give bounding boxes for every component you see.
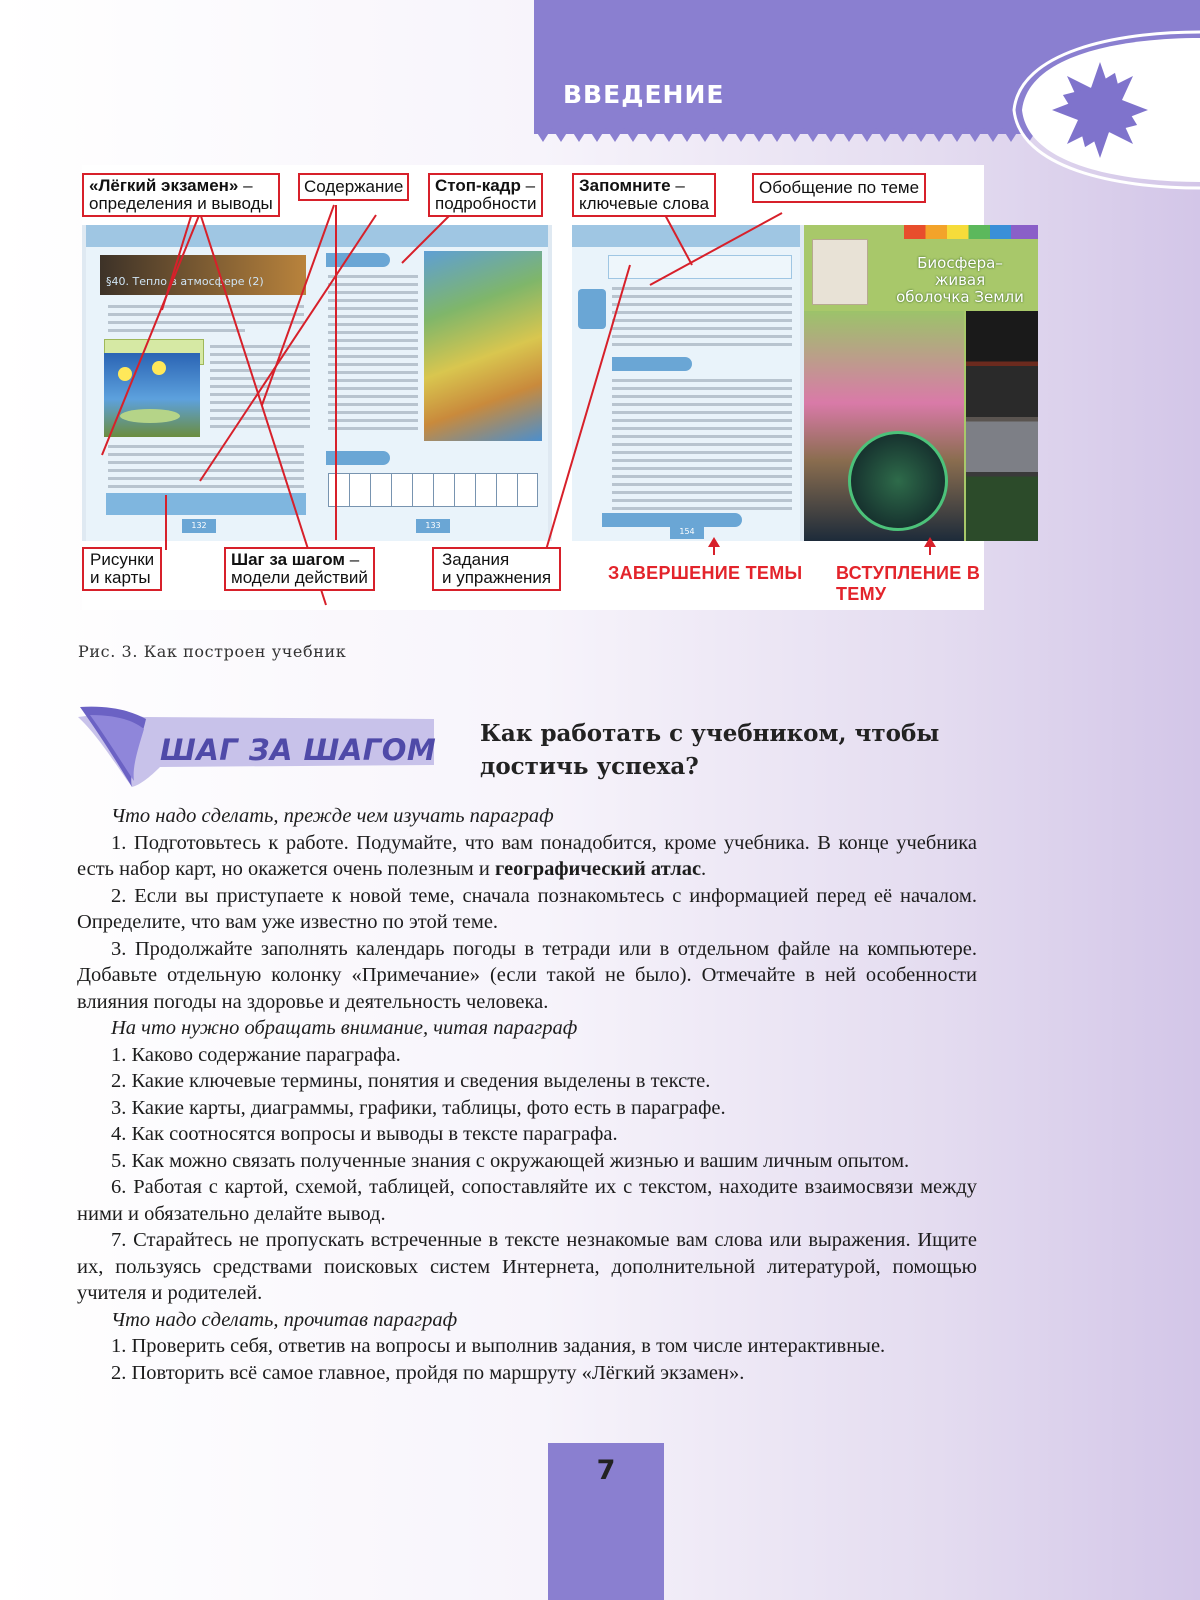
list-item: 3. Какие карты, диаграммы, графики, таблицы, фото есть в параграфе. (111, 1096, 726, 1119)
list-item: 5. Как можно связать полученные знания с окружающей жизнью и вашим личным опытом. (111, 1149, 910, 1172)
list-item: 7. Старайтесь не пропускать встреченные в тексте незнакомые вам слова или выражения. Ищите их, пользуясь средствами поисковых систем Интернета, дополнительной литературой, помощью учителя и родителей. (77, 1229, 977, 1304)
callout-step-by-step: Шаг за шагом – модели действий (224, 547, 375, 591)
callout-leader-lines (82, 165, 984, 610)
paragraph-2: 2. Если вы приступаете к новой теме, сначала познакомьтесь с информацией перед её началом. Определите, что вам уже известно по этой теме. (77, 884, 977, 933)
figure-caption: Рис. 3. Как построен учебник (78, 642, 347, 661)
callout-summary: Обобщение по теме (752, 173, 926, 203)
body-text (77, 803, 977, 1386)
list-item: 4. Как соотносятся вопросы и выводы в тексте параграфа. (111, 1123, 618, 1145)
callout-remember: Запомните – ключевые слова (572, 173, 716, 217)
step-by-step-label: ШАГ ЗА ШАГОМ (160, 733, 437, 767)
callout-contents: Содержание (298, 173, 409, 201)
label-topic-end: ЗАВЕРШЕНИЕ ТЕМЫ (608, 563, 803, 583)
page-number-154: 154 (670, 525, 704, 539)
sun-star-icon (1000, 30, 1200, 190)
callout-easy-exam: «Лёгкий экзамен» – определения и выводы (82, 173, 280, 217)
callout-tasks: Задания и упражнения (432, 547, 561, 591)
callout-pictures-maps: Рисунки и карты (82, 547, 162, 591)
subheading-before-reading: Что надо сделать, прежде чем изучать параграф (111, 805, 554, 827)
callout-stop-frame: Стоп-кадр – подробности (428, 173, 543, 217)
paragraph-1: 1. Подготовьтесь к работе. Подумайте, что вам понадобится, кроме учебника. В конце учебника есть набор карт, но окажется очень полезным и географический атлас. (77, 831, 977, 880)
subheading-while-reading: На что нужно обращать внимание, читая параграф (111, 1017, 578, 1039)
list-item: 1. Каково содержание параграфа. (111, 1043, 401, 1066)
section-title: ВВЕДЕНИЕ (563, 80, 725, 109)
page-number-133: 133 (416, 519, 450, 533)
list-item: 2. Какие ключевые термины, понятия и сведения выделены в тексте. (111, 1070, 711, 1092)
textbook-structure-figure (82, 165, 1024, 610)
biosphere-title: Биосфера– живая оболочка Земли (896, 254, 1024, 306)
paragraph-3: 3. Продолжайте заполнять календарь погоды в тетради или в отдельном файле на компьютере. Добавьте отдельную колонку «Примечание» (если такой не было). Отмечайте в ней особенности влияния погоды на здоровье и деятельность человека. (77, 937, 977, 1013)
subheading-after-reading: Что надо сделать, прочитав параграф (111, 1308, 458, 1331)
label-topic-intro: ВСТУПЛЕНИЕ В ТЕМУ (836, 563, 981, 604)
thumbnail-title: §40. Тепло в атмосфере (2) (106, 275, 264, 288)
atlas-term: географический атлас (495, 858, 702, 880)
list-item: 6. Работая с картой, схемой, таблицей, сопоставляйте их с текстом, находите взаимосвязи между ними и обязательно делайте вывод. (77, 1176, 977, 1225)
list-item: 2. Повторить всё самое главное, пройдя по маршруту «Лёгкий экзамен». (111, 1361, 745, 1384)
page-number: 7 (596, 1455, 616, 1486)
section-heading: Как работать с учебником, чтобы достичь успеха? (480, 720, 940, 780)
page-number-132: 132 (182, 519, 216, 533)
list-item: 1. Проверить себя, ответив на вопросы и выполнив задания, в том числе интерактивные. (111, 1335, 886, 1357)
